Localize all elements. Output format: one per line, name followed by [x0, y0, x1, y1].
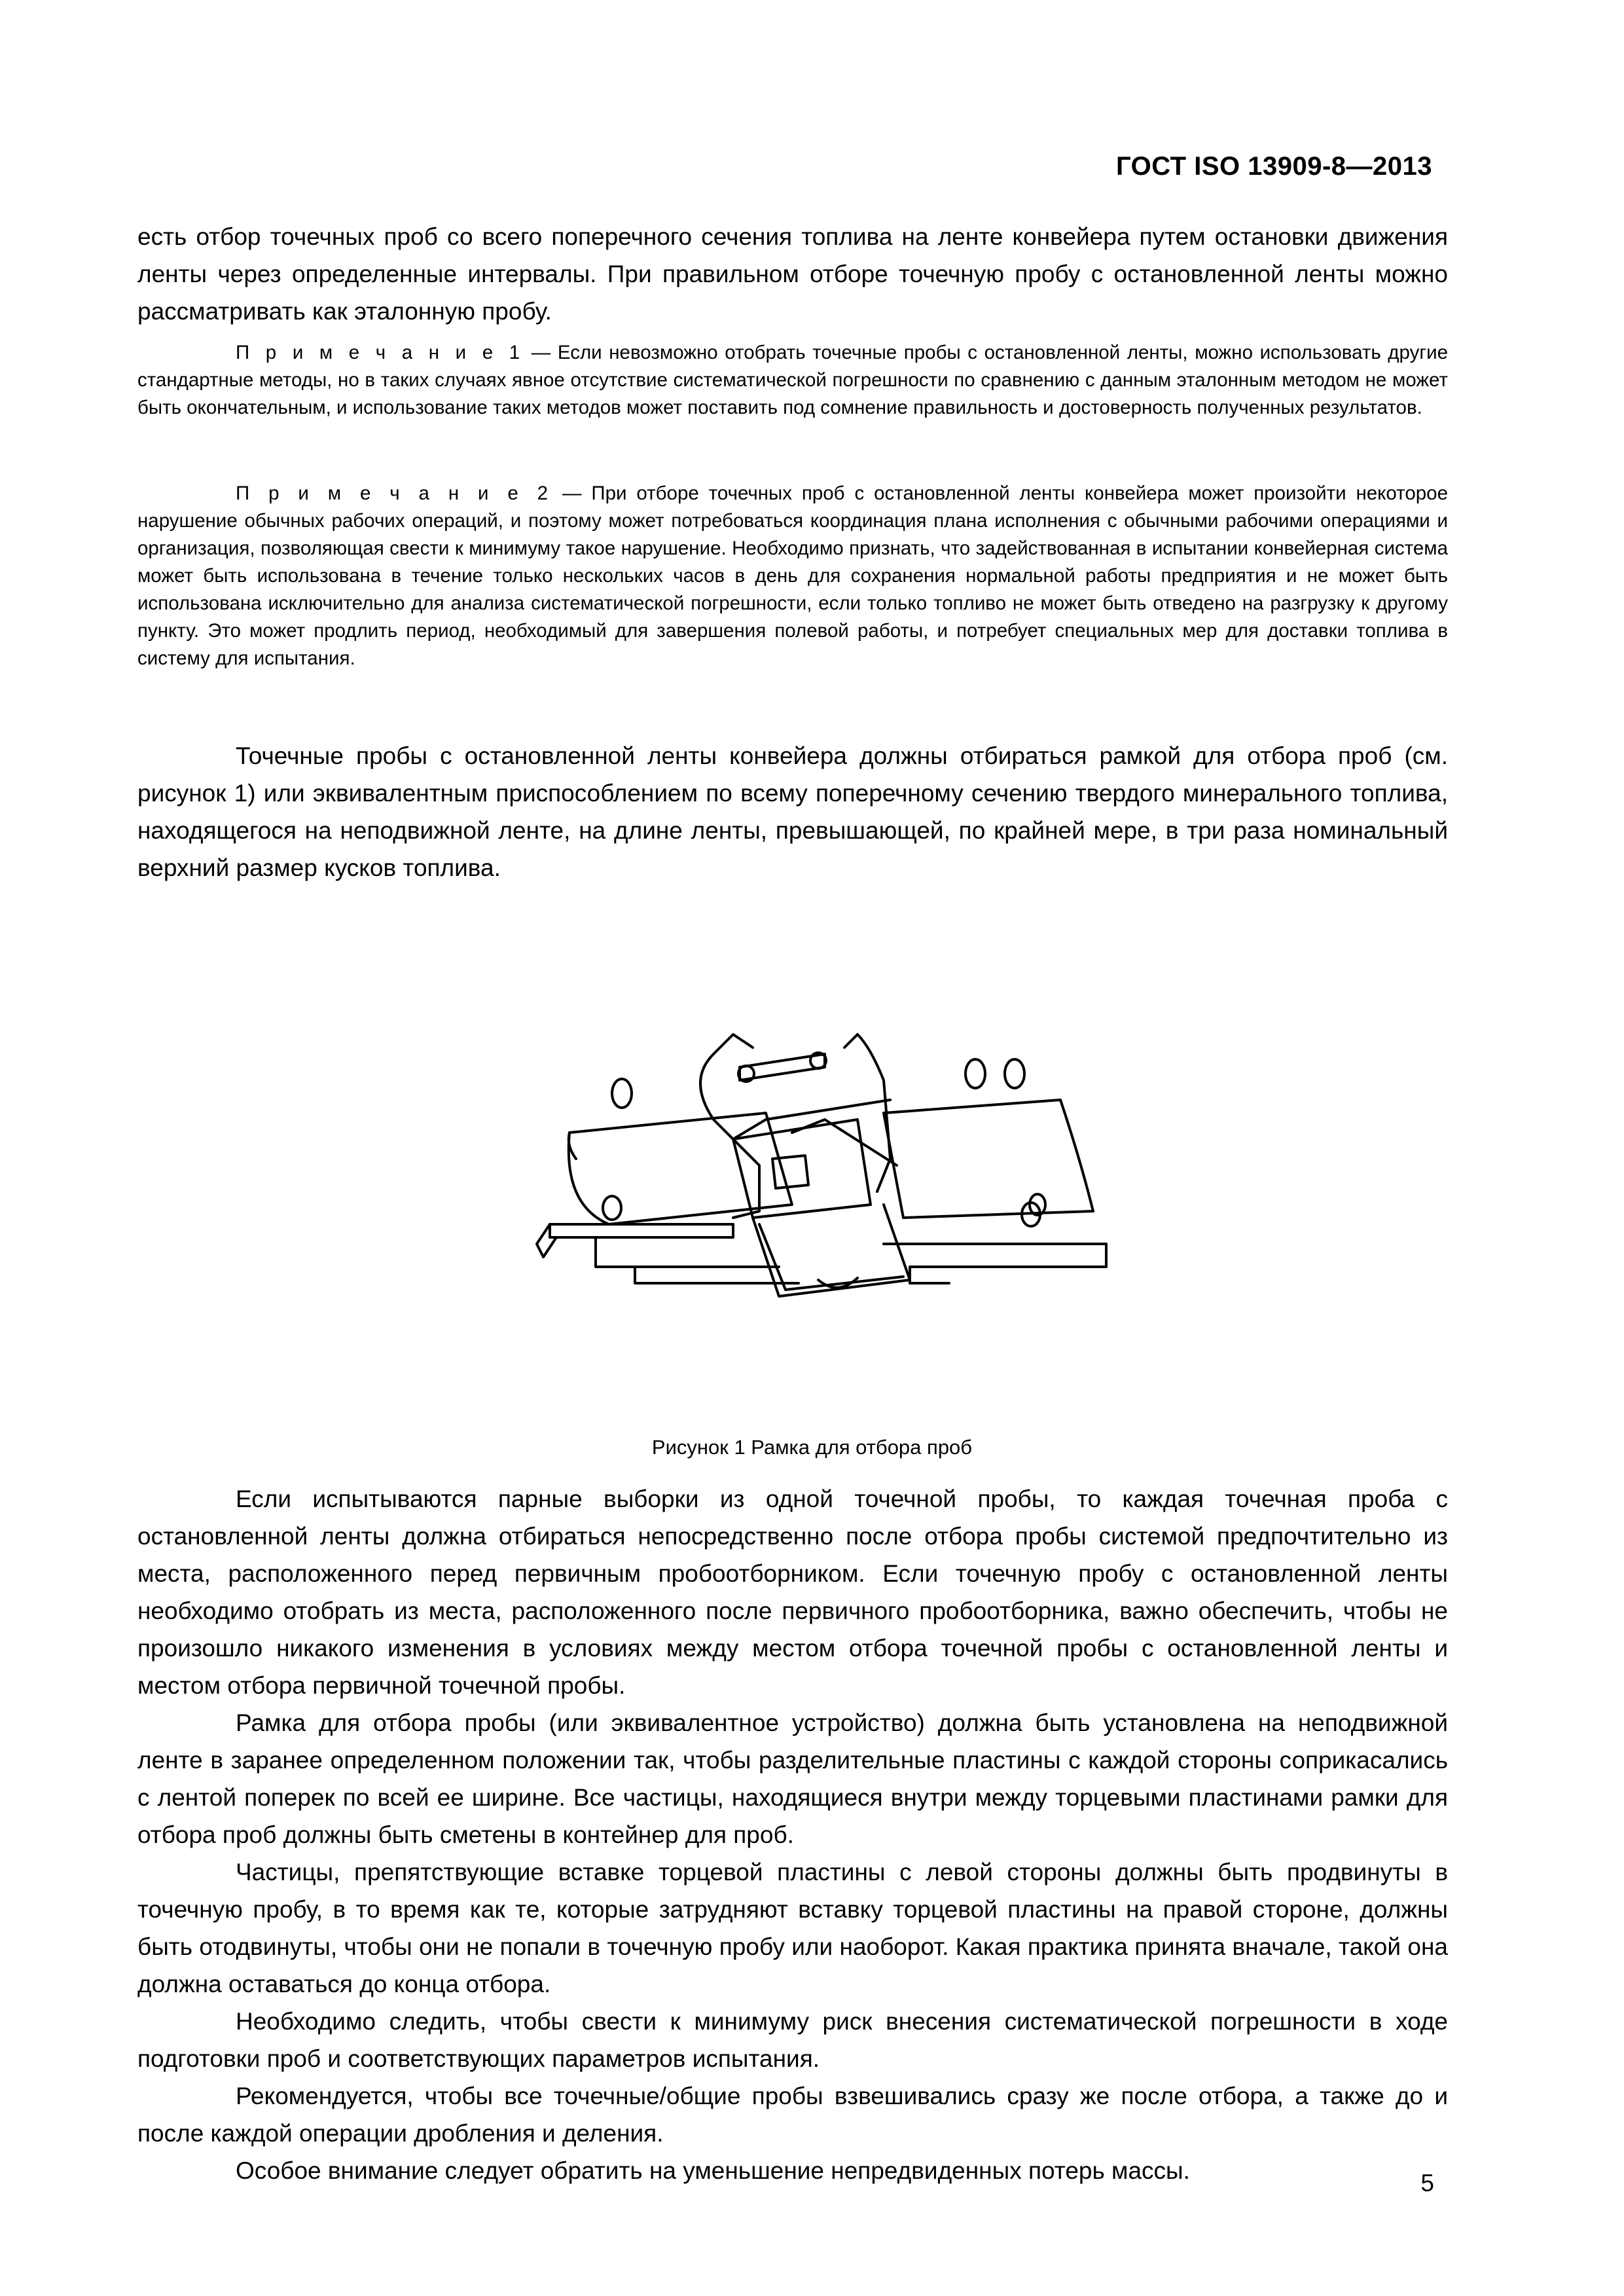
- body-paragraph-5: Рекомендуется, чтобы все точечные/общие пробы взвешивались сразу же после отбора, а также до и после каждой операции дробления и деления.: [137, 2083, 1448, 2147]
- body-paragraph-1: Если испытываются парные выборки из одной точечной пробы, то каждая точечная проба с остановленной ленты должна отбираться непосредственно после отбора пробы системой предпочтительно из места, расположенного перед первичным пробоотборником. Если точечную пробу с остановленной ленты необходимо отобрать из места, расположенного после первичного пробоотборника, важно обеспечить, чтобы не произошло никакого изменения в условиях между местом отбора точечной пробы с остановленной ленты и местом отбора первичной точечной пробы.: [137, 1485, 1448, 1699]
- body-paragraph-3: Частицы, препятствующие вставке торцевой пластины с левой стороны должны быть продвинуты в точечную пробу, в то время как те, которые затрудняют вставку торцевой пластины на правой стороне, должны быть отодвинуты, чтобы они не попали в точечную пробу или наоборот. Какая практика принята вначале, такой она должна оставаться до конца отбора.: [137, 1859, 1448, 1997]
- note-2-text: — При отборе точечных проб с остановленной ленты конвейера может произойти некоторое нарушение обычных рабочих операций, и поэтому может потребоваться координация плана исполнения с обычными рабочими операциями и организация, позволяющая свести к минимуму такое нарушение. Необходимо признать, что задействованная в испытании конвейерная система может быть использована в течение только нескольких часов в день для сохранения нормальной работы предприятия и не может быть использована исключительно для анализа систематической погрешности, если только топливо не может быть отведено на разгрузку к другому пункту. Это может продлить период, необходимый для завершения полевой работы, и потребует специальных мер для доставки топлива в систему для испытания.: [137, 483, 1448, 669]
- note-1-label: П р и м е ч а н и е 1: [236, 342, 525, 363]
- sampling-frame-figure: [517, 1008, 1119, 1375]
- body-paragraph-6: Особое внимание следует обратить на уменьшение непредвиденных потерь массы.: [236, 2157, 1190, 2184]
- intro-paragraph-block: [137, 218, 1448, 330]
- intro-paragraph: есть отбор точечных проб со всего поперечного сечения топлива на ленте конвейера путем остановки движения ленты через определенные интервалы. При правильном отборе точечную пробу с остановленной ленты можно рассматривать как эталонную пробу.: [137, 223, 1448, 325]
- standard-header: ГОСТ ISO 13909-8—2013: [1116, 152, 1432, 181]
- paragraph-before-figure-block: [137, 737, 1448, 886]
- note-1-text: — Если невозможно отобрать точечные пробы с остановленной ленты, можно использовать другие стандартные методы, но в таких случаях явное отсутствие систематической погрешности по сравнению с данным эталонным методом не может быть окончательным, и использование таких методов может поставить под сомнение правильность и достоверность полученных результатов.: [137, 342, 1448, 418]
- note-1: [137, 339, 1448, 422]
- paragraph-before-figure: Точечные пробы с остановленной ленты конвейера должны отбираться рамкой для отбора проб (см. рисунок 1) или эквивалентным приспособлением по всему поперечному сечению твердого минерального топлива, находящегося на неподвижной ленте, на длине ленты, превышающей, по крайней мере, в три раза номинальный верхний размер кусков топлива.: [137, 742, 1448, 881]
- note-2: [137, 480, 1448, 672]
- body-paragraph-2: Рамка для отбора пробы (или эквивалентное устройство) должна быть установлена на неподвижной ленте в заранее определенном положении так, чтобы разделительные пластины с каждой стороны соприкасались с лентой поперек по всей ее ширине. Все частицы, находящиеся внутри между торцевыми пластинами рамки для отбора проб должны быть сметены в контейнер для проб.: [137, 1709, 1448, 1848]
- page-number: 5: [1420, 2170, 1434, 2196]
- figure-caption: Рисунок 1 Рамка для отбора проб: [651, 1436, 973, 1459]
- body-text-block: [137, 1480, 1448, 2189]
- body-paragraph-4: Необходимо следить, чтобы свести к минимуму риск внесения систематической погрешности в ходе подготовки проб и соответствующих параметров испытания.: [137, 2008, 1448, 2072]
- note-2-label: П р и м е ч а н и е 2: [236, 483, 553, 504]
